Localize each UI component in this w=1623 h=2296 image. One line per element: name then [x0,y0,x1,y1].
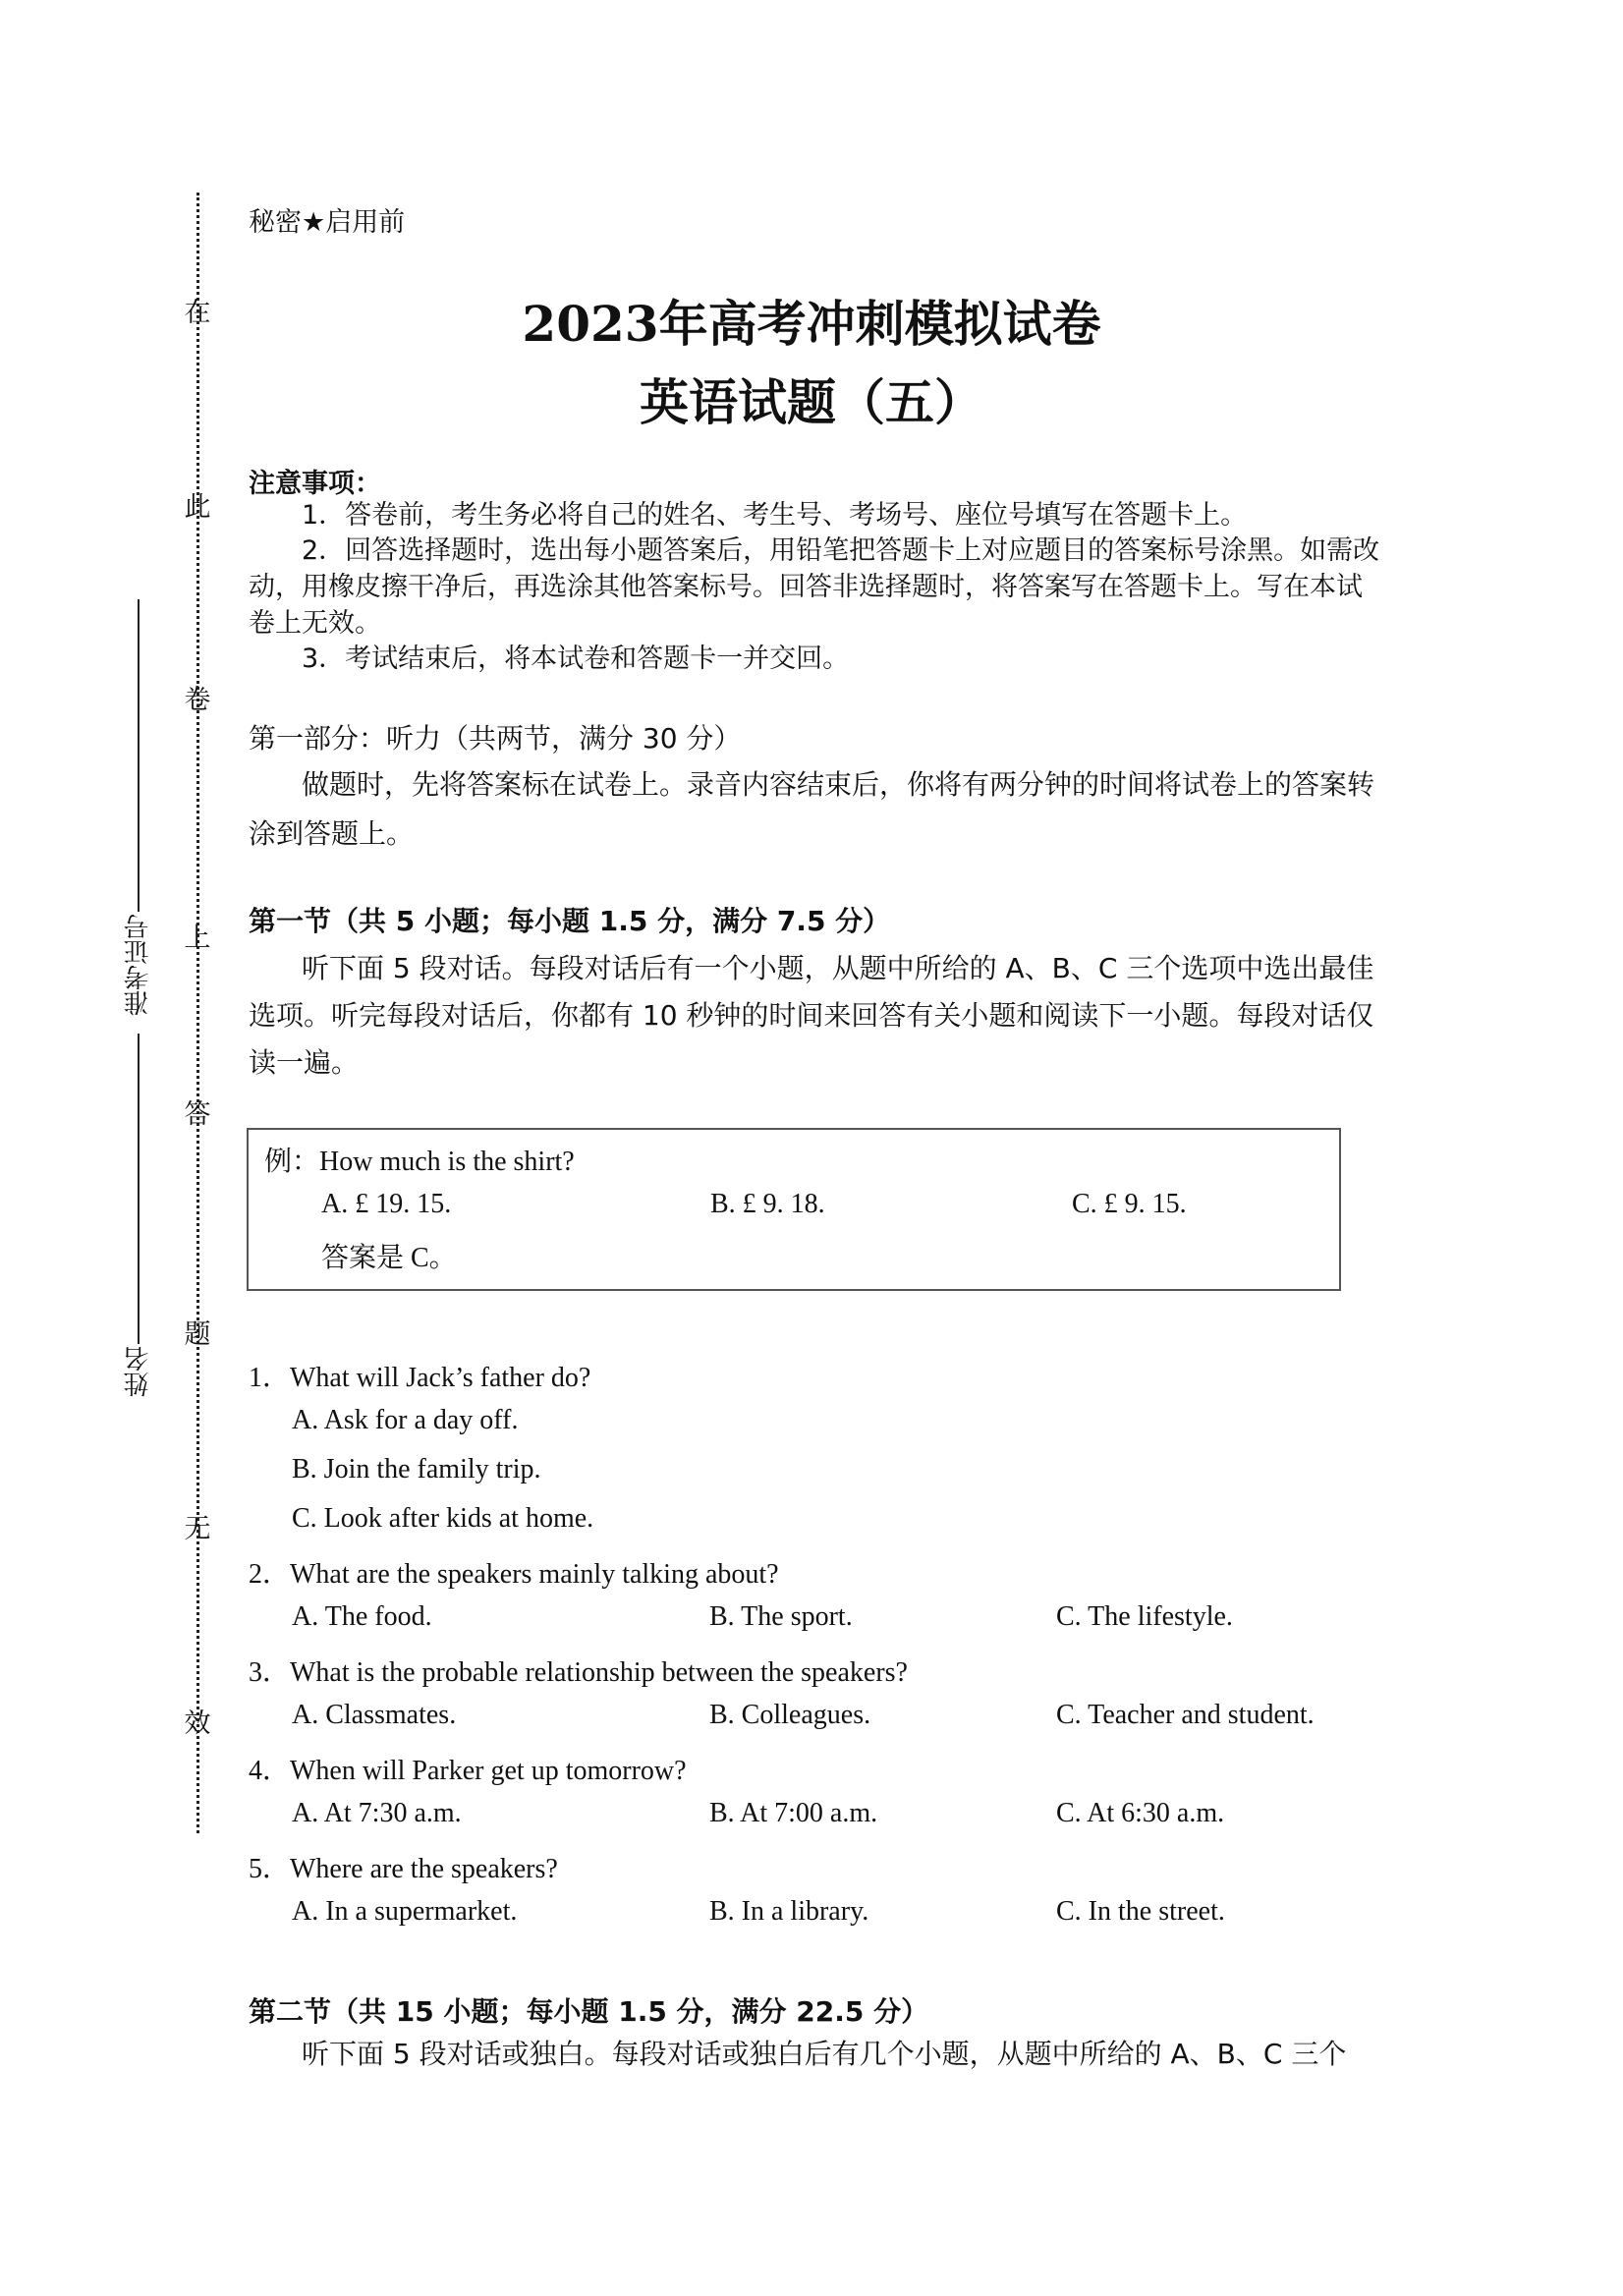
question-option: C. Look after kids at home. [292,1503,594,1534]
example-option-a: A. £ 19. 15. [321,1189,452,1219]
secret-mark: 秘密★启用前 [249,207,406,238]
question-option: B. Join the family trip. [292,1454,541,1484]
exam-id-write-line [138,599,140,912]
question-option: A. The food. [292,1601,432,1632]
question-stem: 3．What is the probable relationship between the speakers? [249,1657,908,1688]
question-option: A. In a supermarket. [292,1896,518,1927]
margin-char: 此 [184,492,211,523]
margin-char: 无 [184,1514,211,1544]
margin-char: 卷 [184,685,211,715]
example-option-c: C. £ 9. 15. [1072,1189,1187,1219]
section2-heading: 第二节（共 15 小题；每小题 1.5 分，满分 22.5 分） [249,1995,929,2028]
example-option-b: B. £ 9. 18. [710,1189,825,1219]
binding-dotted-line [196,193,199,1833]
margin-char: 效 [184,1708,211,1739]
section2-instruction: 听下面 5 段对话或独白。每段对话或独白后有几个小题，从题中所给的 A、B、C 三个 [302,2038,1347,2070]
section1-instruction: 听下面 5 段对话。每段对话后有一个小题，从题中所给的 A、B、C 三个选项中选出最佳选项。听完每段对话后，你都有 10 秒钟的时间来回答有关小题和阅读下一小题。每段对话仅读一遍。 [249,952,1374,1079]
margin-char: 上 [184,923,211,953]
question-option: C. In the street. [1056,1896,1225,1927]
exam-id-write-line-lower [138,1034,140,1344]
margin-char: 题 [184,1319,211,1350]
question-option: C. The lifestyle. [1056,1601,1233,1632]
exam-title: 2023年高考冲刺模拟试卷 [522,295,1101,353]
example-question: 例：How much is the shirt? [264,1147,575,1177]
example-answer: 答案是 C。 [321,1243,457,1273]
section1-heading: 第一节（共 5 小题；每小题 1.5 分，满分 7.5 分） [249,905,891,937]
question-option: B. At 7:00 a.m. [709,1798,878,1828]
question-option: A. At 7:30 a.m. [292,1798,462,1828]
part1-instruction: 做题时，先将答案标在试卷上。录音内容结束后，你将有两分钟的时间将试卷上的答案转涂到答题上。 [249,768,1375,850]
question-option: B. In a library. [709,1896,869,1927]
exam-id-label: 准考证号 [124,914,153,1016]
question-option: B. The sport. [709,1601,853,1632]
part1-heading: 第一部分：听力（共两节，满分 30 分） [249,722,742,755]
margin-char: 在 [184,298,211,328]
notice-item: 3．考试结束后，将本试卷和答题卡一并交回。 [302,644,850,674]
question-stem: 2．What are the speakers mainly talking about? [249,1559,779,1590]
margin-char: 答 [184,1099,211,1130]
question-option: B. Colleagues. [709,1700,871,1730]
question-option: C. At 6:30 a.m. [1056,1798,1225,1828]
question-option: C. Teacher and student. [1056,1700,1315,1730]
question-option: A. Ask for a day off. [292,1405,519,1435]
exam-subtitle: 英语试题（五） [640,373,983,431]
notice-item: 2．回答选择题时，选出每小题答案后，用铅笔把答题卡上对应题目的答案标号涂黑。如需改动，用橡皮擦干净后，再选涂其他答案标号。回答非选择题时，将答案写在答题卡上。写在本试卷上无效。 [249,535,1380,639]
name-label: 姓名 [124,1346,153,1397]
question-stem: 1．What will Jack’s father do? [249,1363,591,1393]
question-stem: 5．Where are the speakers? [249,1854,558,1884]
question-stem: 4．When will Parker get up tomorrow? [249,1756,687,1786]
notice-heading: 注意事项： [249,469,381,499]
question-option: A. Classmates. [292,1700,457,1730]
example-box [247,1128,1341,1291]
notice-item: 1．答卷前，考生务必将自己的姓名、考生号、考场号、座位号填写在答题卡上。 [302,500,1248,531]
